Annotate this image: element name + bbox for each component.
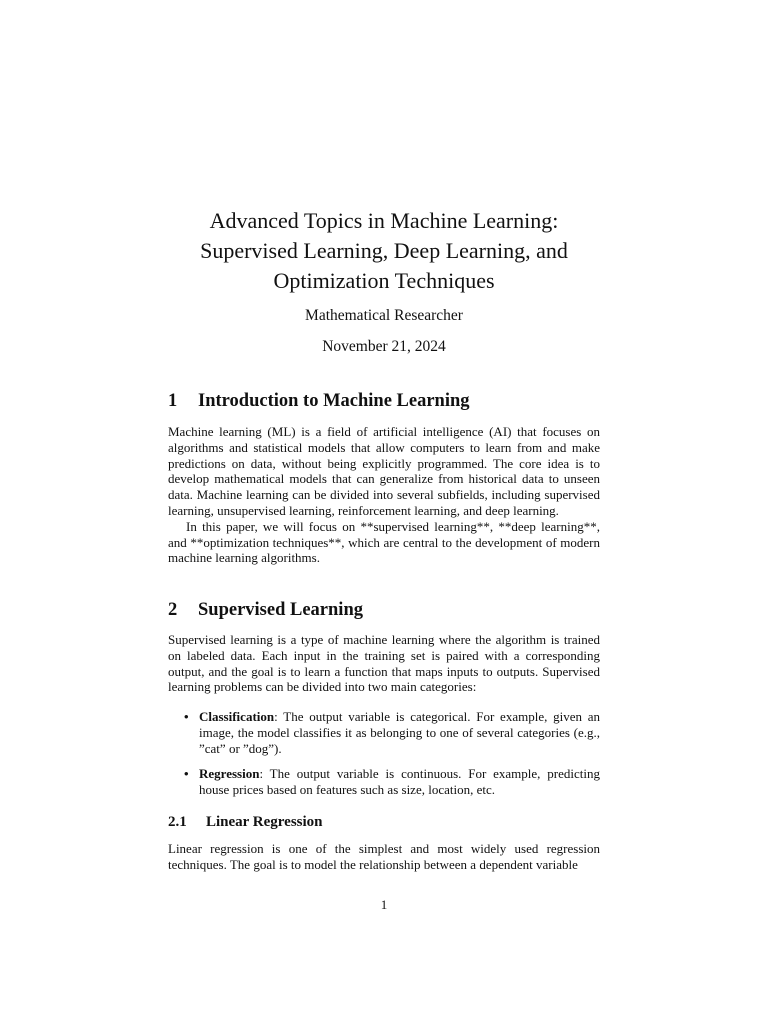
section-title: Introduction to Machine Learning — [198, 391, 470, 411]
section-2-body — [168, 632, 600, 695]
list-item — [184, 766, 600, 798]
bullet-icon: • — [184, 709, 189, 724]
section-heading-1 — [168, 391, 470, 412]
item-text: : The output variable is continuous. For example, predicting house prices based on features such as size, location, etc. — [199, 766, 600, 798]
paragraph: Machine learning (ML) is a field of artificial intelligence (AI) that focuses on algorithms and statistical models that allow computers to learn from and make predictions on data, without being explicitly programmed. The core idea is to develop mathematical models that can generalize from historical data to unseen data. Machine learning can be divided into several subfields, including supervised learning, unsupervised learning, reinforcement learning, and deep learning. — [168, 424, 600, 518]
paper-title — [150, 206, 618, 296]
subsection-title: Linear Regression — [206, 814, 323, 830]
item-term: Regression — [199, 766, 260, 782]
page-number: 1 — [380, 897, 388, 912]
paragraph: In this paper, we will focus on **supervised learning**, **deep learning**, and **optimization techniques**, which are central to the development of modern machine learning algorithms. — [168, 518, 600, 566]
author: Mathematical Researcher — [305, 307, 463, 324]
date: November 21, 2024 — [322, 338, 446, 355]
section-number: 2 — [168, 600, 178, 620]
paragraph: Supervised learning is a type of machine learning where the algorithm is trained on labeled data. Each input in the training set is paired with a corresponding output, and the goal is to learn a function that maps inputs to outputs. Supervised learning problems can be divided into two main categories: — [168, 632, 600, 695]
section-number: 1 — [168, 391, 178, 411]
item-text: : The output variable is categorical. For example, given an image, the model classifies it as belonging to one of several categories (e.g., ”cat” or ”dog”). — [199, 709, 600, 756]
category-list — [184, 709, 600, 798]
subsection-body — [168, 841, 600, 873]
title-line: Supervised Learning, Deep Learning, and — [200, 238, 568, 263]
list-item — [184, 709, 600, 756]
section-title: Supervised Learning — [198, 600, 363, 620]
paragraph: Linear regression is one of the simplest and most widely used regression techniques. The goal is to model the relationship between a dependent variable — [168, 841, 600, 872]
subsection-heading — [168, 814, 323, 831]
title-line: Optimization Techniques — [273, 268, 495, 293]
bullet-icon: • — [184, 766, 189, 782]
title-line: Advanced Topics in Machine Learning: — [209, 208, 559, 233]
section-1-body — [168, 424, 600, 566]
section-heading-2 — [168, 600, 363, 621]
item-term: Classification — [199, 709, 275, 724]
subsection-number: 2.1 — [168, 814, 187, 830]
